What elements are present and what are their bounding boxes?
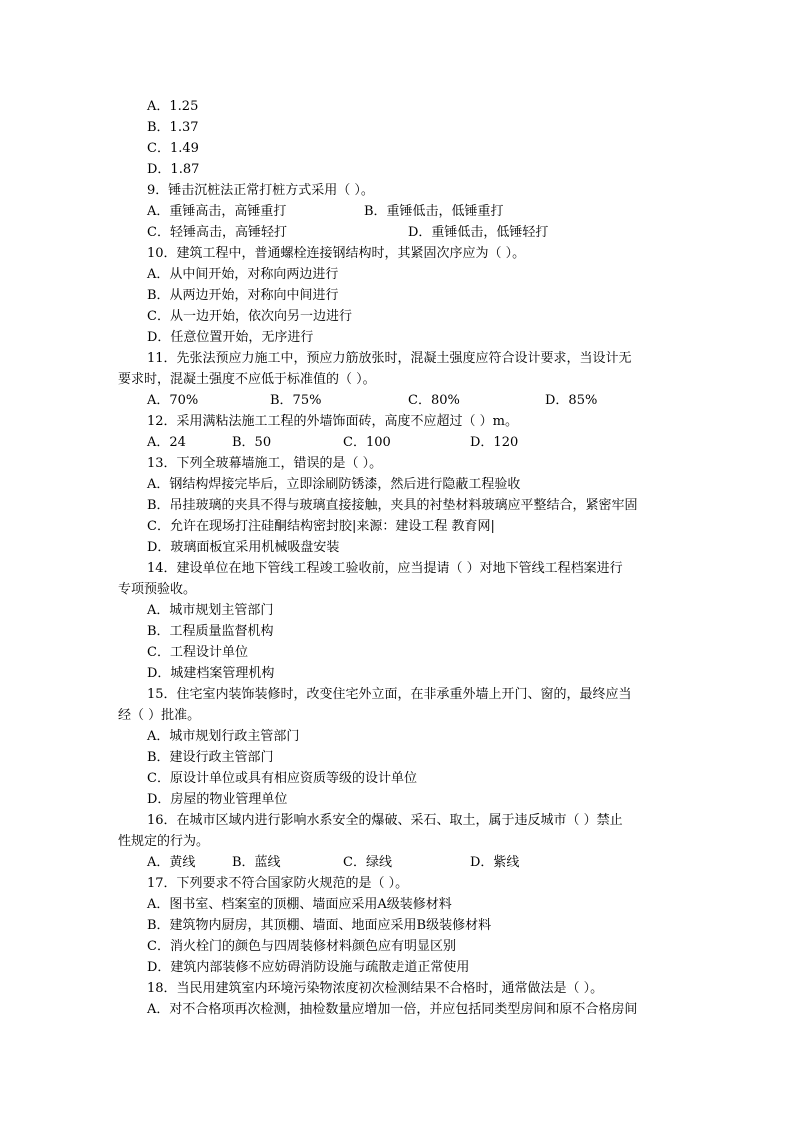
- line-text: D．城建档案管理机构: [147, 666, 275, 681]
- line-text: B．从两边开始，对称向中间进行: [147, 288, 339, 303]
- line-text: D．玻璃面板宜采用机械吸盘安装: [147, 540, 340, 555]
- text-line: [0, 600, 794, 621]
- text-line: [0, 810, 794, 831]
- option-text: A．重锤高击，高锤重打: [147, 204, 287, 219]
- line-text: B．1.37: [147, 120, 199, 135]
- line-text: A．城市规划行政主管部门: [147, 729, 300, 744]
- text-line: [0, 894, 794, 915]
- text-line: [0, 264, 794, 285]
- text-line: [0, 852, 794, 873]
- option-text: D．85%: [545, 393, 598, 408]
- text-line: [0, 768, 794, 789]
- text-line: [0, 579, 794, 600]
- option-text: C．绿线: [343, 855, 392, 870]
- text-line: [0, 789, 794, 810]
- line-text: 性规定的行为。: [118, 834, 210, 849]
- line-text: 15．住宅室内装饰装修时，改变住宅外立面，在非承重外墙上开门、窗的，最终应当: [147, 687, 632, 702]
- option-text: D．紫线: [470, 855, 520, 870]
- text-line: [0, 915, 794, 936]
- line-text: A．从中间开始，对称向两边进行: [147, 267, 339, 282]
- line-text: 17．下列要求不符合国家防火规范的是（ ）。: [147, 876, 409, 891]
- text-line: [0, 306, 794, 327]
- line-text: 14．建设单位在地下管线工程竣工验收前，应当提请（ ）对地下管线工程档案进行: [147, 561, 623, 576]
- line-text: C．从一边开始，依次向另一边进行: [147, 309, 352, 324]
- text-line: [0, 159, 794, 180]
- text-line: [0, 222, 794, 243]
- line-text: 12．采用满粘法施工工程的外墙饰面砖，高度不应超过（ ）m。: [147, 414, 519, 429]
- line-text: 13．下列全玻幕墙施工，错误的是（ ）。: [147, 456, 383, 471]
- line-text: B．建设行政主管部门: [147, 750, 274, 765]
- text-line: [0, 96, 794, 117]
- text-line: [0, 747, 794, 768]
- option-text: A．24: [147, 435, 186, 450]
- line-text: A．对不合格项再次检测，抽检数量应增加一倍，并应包括同类型房间和原不合格房间: [147, 1002, 638, 1017]
- option-text: B．蓝线: [232, 855, 281, 870]
- text-line: [0, 705, 794, 726]
- text-line: [0, 957, 794, 978]
- text-line: [0, 642, 794, 663]
- text-line: [0, 432, 794, 453]
- line-text: B．吊挂玻璃的夹具不得与玻璃直接接触，夹具的衬垫材料玻璃应平整结合，紧密牢固: [147, 498, 638, 513]
- line-text: A．图书室、档案室的顶棚、墙面应采用A级装修材料: [147, 897, 452, 912]
- text-line: [0, 348, 794, 369]
- option-text: C．100: [343, 435, 391, 450]
- line-text: C．工程设计单位: [147, 645, 248, 660]
- text-line: [0, 516, 794, 537]
- text-line: [0, 978, 794, 999]
- line-text: A．1.25: [147, 99, 199, 114]
- text-line: [0, 201, 794, 222]
- text-line: [0, 369, 794, 390]
- option-text: B．50: [232, 435, 272, 450]
- line-text: C．1.49: [147, 141, 199, 156]
- text-line: [0, 453, 794, 474]
- text-line: [0, 285, 794, 306]
- text-line: [0, 474, 794, 495]
- option-text: B．75%: [270, 393, 322, 408]
- line-text: A．城市规划主管部门: [147, 603, 274, 618]
- line-text: D．1.87: [147, 162, 200, 177]
- line-text: D．任意位置开始，无序进行: [147, 330, 314, 345]
- line-text: 11．先张法预应力施工中，预应力筋放张时，混凝土强度应符合设计要求，当设计无: [147, 351, 632, 366]
- text-line: [0, 138, 794, 159]
- line-text: B．工程质量监督机构: [147, 624, 274, 639]
- text-line: [0, 621, 794, 642]
- text-line: [0, 684, 794, 705]
- text-line: [0, 558, 794, 579]
- line-text: C．消火栓门的颜色与四周装修材料颜色应有明显区别: [147, 939, 456, 954]
- text-line: [0, 873, 794, 894]
- text-line: [0, 117, 794, 138]
- line-text: 16．在城市区域内进行影响水系安全的爆破、采石、取土，属于违反城市（ ）禁止: [147, 813, 623, 828]
- line-text: 10．建筑工程中，普通螺栓连接钢结构时，其紧固次序应为（ ）。: [147, 246, 526, 261]
- line-text: C．原设计单位或具有相应资质等级的设计单位: [147, 771, 417, 786]
- text-line: [0, 495, 794, 516]
- text-line: [0, 537, 794, 558]
- option-text: D．重锤低击，低锤轻打: [408, 225, 549, 240]
- text-line: [0, 411, 794, 432]
- option-text: D．120: [470, 435, 519, 450]
- line-text: D．建筑内部装修不应妨碍消防设施与疏散走道正常使用: [147, 960, 470, 975]
- line-text: A．钢结构焊接完毕后，立即涂刷防锈漆，然后进行隐蔽工程验收: [147, 477, 521, 492]
- text-line: [0, 243, 794, 264]
- text-line: [0, 663, 794, 684]
- option-text: A．黄线: [147, 855, 196, 870]
- option-text: B．重锤低击，低锤重打: [364, 204, 504, 219]
- line-text: B．建筑物内厨房，其顶棚、墙面、地面应采用B级装修材料: [147, 918, 492, 933]
- line-text: C．允许在现场打注硅酮结构密封胶|来源：建设工程 教育网|: [147, 519, 495, 534]
- option-text: C．80%: [408, 393, 460, 408]
- line-text: 经（ ）批准。: [118, 708, 201, 723]
- text-line: [0, 831, 794, 852]
- text-line: [0, 999, 794, 1020]
- option-text: C．轻锤高击，高锤轻打: [147, 225, 287, 240]
- line-text: 9．锤击沉桩法正常打桩方式采用（ ）。: [147, 183, 374, 198]
- text-line: [0, 327, 794, 348]
- line-text: 专项预验收。: [118, 582, 197, 597]
- text-line: [0, 936, 794, 957]
- line-text: D．房屋的物业管理单位: [147, 792, 288, 807]
- line-text: 要求时，混凝土强度不应低于标准值的（ ）。: [118, 372, 376, 387]
- text-line: [0, 726, 794, 747]
- text-line: [0, 390, 794, 411]
- text-line: [0, 180, 794, 201]
- option-text: A．70%: [147, 393, 199, 408]
- line-text: 18．当民用建筑室内环境污染物浓度初次检测结果不合格时，通常做法是（ ）。: [147, 981, 604, 996]
